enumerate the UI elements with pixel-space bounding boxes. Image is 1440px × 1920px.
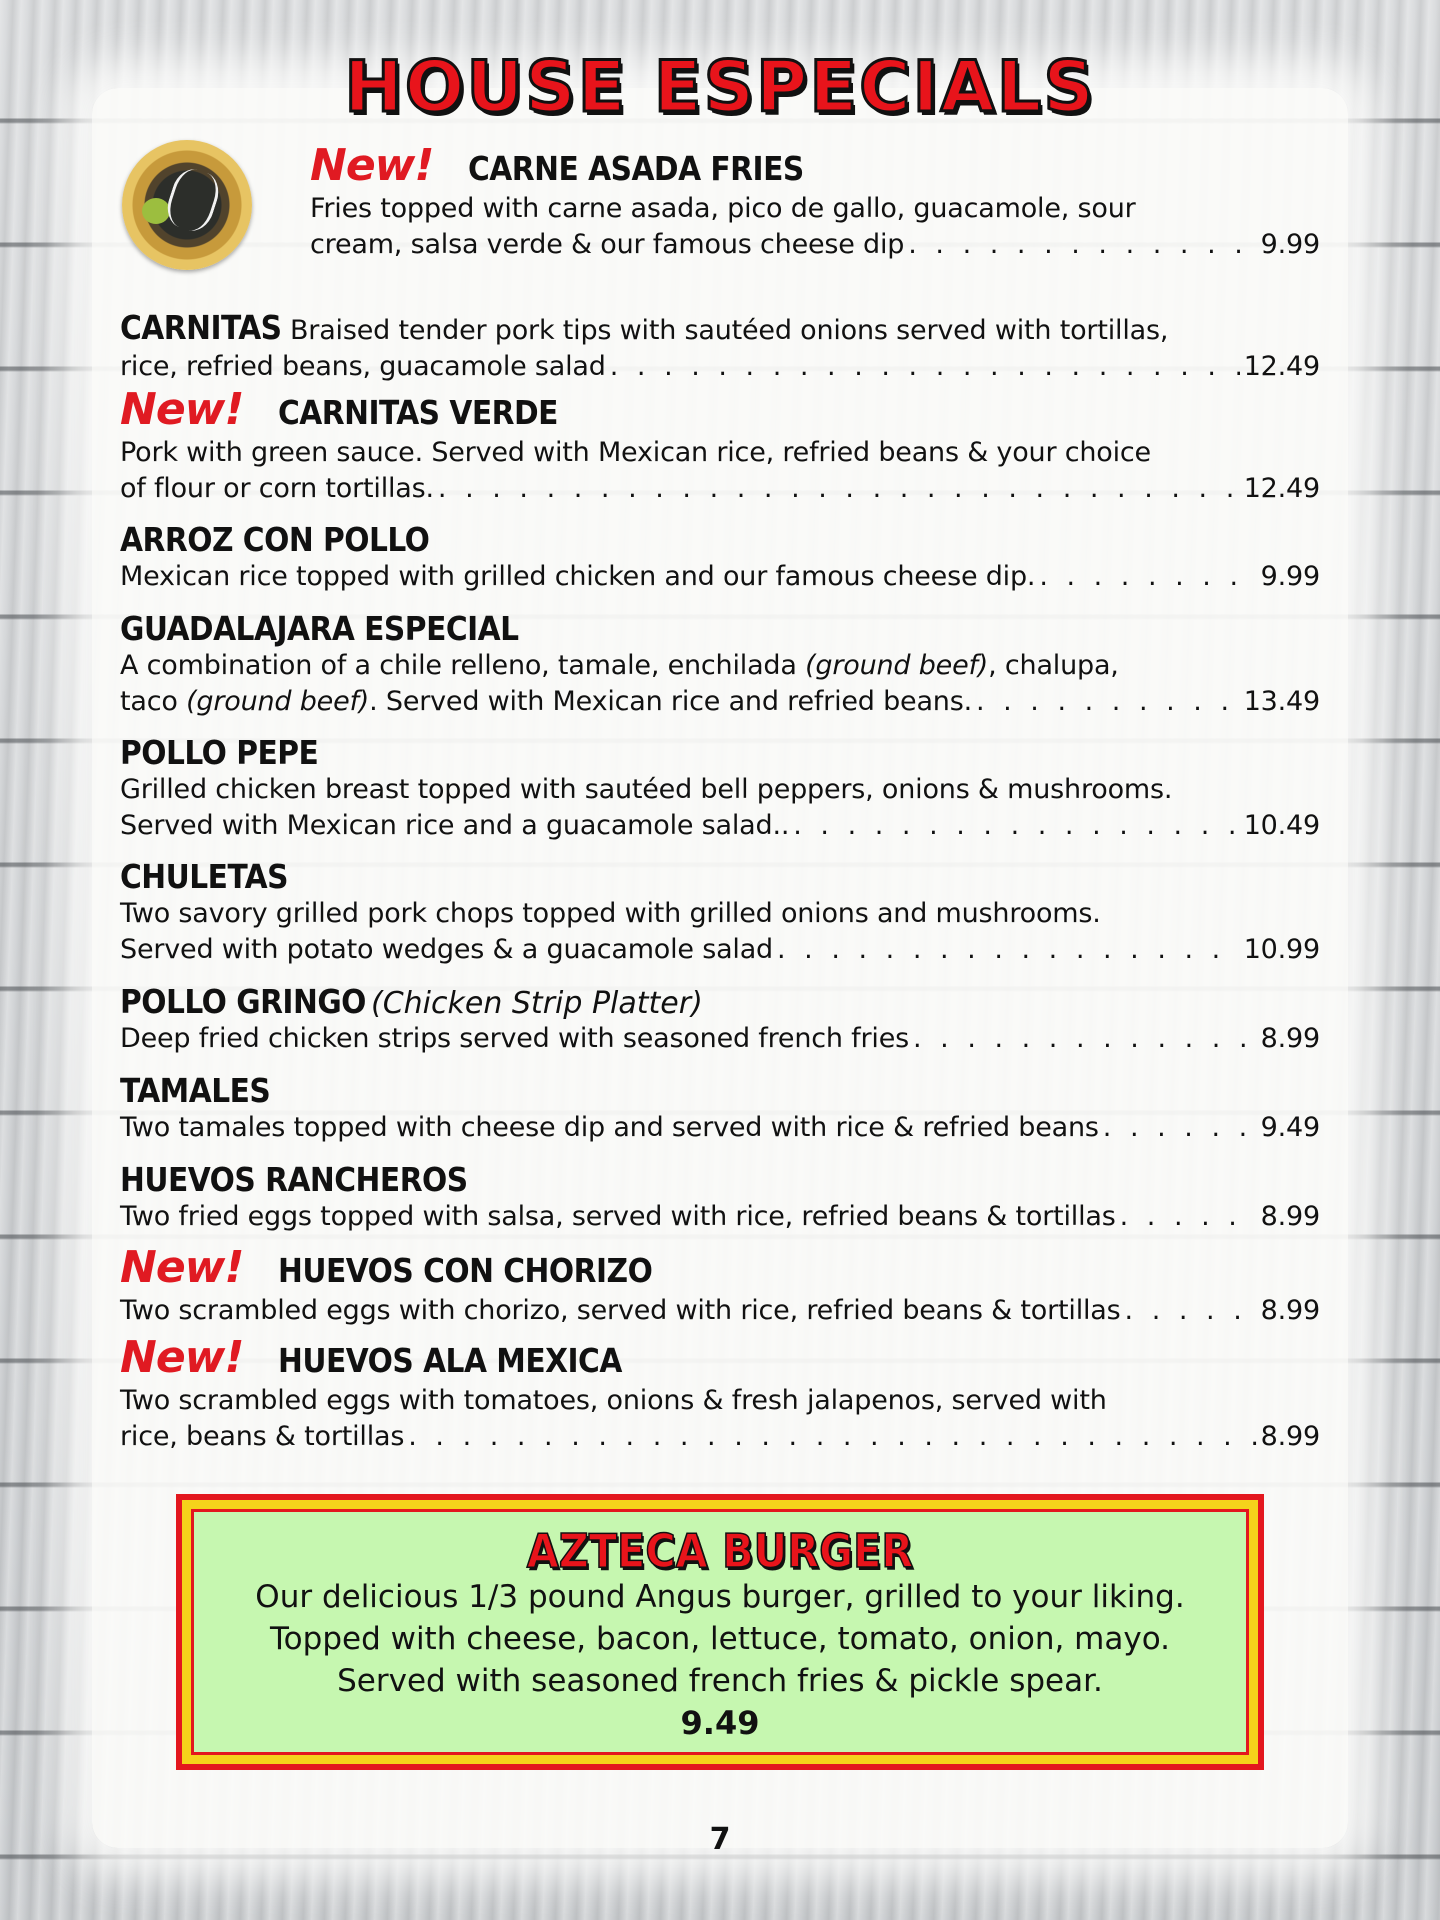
- item-description: Pork with green sauce. Served with Mexican rice, refried beans & your choice: [120, 437, 1151, 468]
- menu-item-pollo-pepe: POLLO PEPE Grilled chicken breast topped with sautéed bell peppers, onions & mushrooms. Served with Mexican rice and a guacamole salad.. . . . 10.49: [120, 733, 1320, 844]
- carne-asada-fries-photo: [122, 140, 252, 270]
- item-description: Deep fried chicken strips served with seasoned french fries: [120, 1023, 909, 1054]
- burger-description-line: Topped with cheese, bacon, lettuce, tomato, onion, mayo.: [270, 1621, 1170, 1657]
- item-name: GUADALAJARA ESPECIAL: [120, 609, 519, 648]
- item-price: 12.49: [1243, 351, 1320, 382]
- item-name: CARNITAS VERDE: [278, 393, 558, 432]
- item-name: HUEVOS ALA MEXICA: [278, 1341, 622, 1380]
- item-description: Mexican rice topped with grilled chicken and our famous cheese dip.: [120, 561, 1036, 592]
- menu-item-carnitas: CARNITAS Braised tender pork tips with sautéed onions served with tortillas, rice, refried beans, guacamole salad . . . 12.49: [120, 310, 1320, 385]
- item-price: 10.99: [1243, 934, 1320, 965]
- item-price: 9.49: [1260, 1112, 1320, 1143]
- item-name: HUEVOS CON CHORIZO: [278, 1251, 653, 1290]
- item-subtitle: (Chicken Strip Platter): [371, 986, 703, 1021]
- item-description: Two scrambled eggs with tomatoes, onions & fresh jalapenos, served with: [120, 1385, 1107, 1416]
- item-description: Two tamales topped with cheese dip and served with rice & refried beans: [120, 1112, 1099, 1143]
- menu-item-guadalajara-especial: GUADALAJARA ESPECIAL A combination of a chile relleno, tamale, enchilada (ground beef), chalupa, taco (ground beef). Served with Mexican rice and refried beans. . . . 13.49: [120, 609, 1320, 720]
- burger-description-line: Our delicious 1/3 pound Angus burger, grilled to your liking.: [255, 1579, 1185, 1615]
- item-name: ARROZ CON POLLO: [120, 520, 430, 559]
- page-number: 7: [709, 1822, 731, 1857]
- menu-item-huevos-con-chorizo: [120, 1242, 1320, 1329]
- item-price: 12.49: [1243, 473, 1320, 504]
- page-title: HOUSE ESPECIALS: [344, 46, 1096, 128]
- item-price: 8.99: [1260, 1201, 1320, 1232]
- item-price: 8.99: [1260, 1023, 1320, 1054]
- menu-item-huevos-rancheros: [120, 1160, 1320, 1235]
- menu-item-arroz-con-pollo: [120, 520, 1320, 595]
- menu-item-carnitas-verde: New! CARNITAS VERDE Pork with green sauce. Served with Mexican rice, refried beans & your choice of flour or corn tortillas. . . . 12.49: [120, 384, 1320, 507]
- new-badge: New!: [120, 1332, 244, 1383]
- item-price: 9.99: [1260, 229, 1320, 260]
- item-name: POLLO GRINGO: [120, 982, 366, 1021]
- burger-title: AZTECA BURGER: [526, 1524, 914, 1578]
- item-name: CARNE ASADA FRIES: [468, 149, 804, 188]
- azteca-burger-box: [176, 1494, 1264, 1770]
- item-name: POLLO PEPE: [120, 733, 319, 772]
- item-price: 8.99: [1260, 1295, 1320, 1326]
- item-price: 13.49: [1243, 686, 1320, 717]
- item-description: Two savory grilled pork chops topped with grilled onions and mushrooms.: [120, 898, 1101, 929]
- item-description: Two scrambled eggs with chorizo, served with rice, refried beans & tortillas: [120, 1295, 1121, 1326]
- new-badge: New!: [310, 140, 434, 191]
- menu-item-tamales: [120, 1071, 1320, 1146]
- item-name: CARNITAS: [120, 308, 282, 347]
- new-badge: New!: [120, 384, 244, 435]
- item-description: Fries topped with carne asada, pico de gallo, guacamole, sour: [310, 193, 1136, 224]
- item-description: Two fried eggs topped with salsa, served with rice, refried beans & tortillas: [120, 1201, 1116, 1232]
- item-name: TAMALES: [120, 1071, 271, 1110]
- burger-price: 9.49: [680, 1704, 760, 1742]
- menu-item-chuletas: CHULETAS Two savory grilled pork chops topped with grilled onions and mushrooms. Served with potato wedges & a guacamole salad . . . 10.99: [120, 857, 1320, 968]
- menu-item-huevos-ala-mexica: New! HUEVOS ALA MEXICA Two scrambled eggs with tomatoes, onions & fresh jalapenos, served with rice, beans & tortillas . . . 8.99: [120, 1332, 1320, 1455]
- burger-description-line: Served with seasoned french fries & pickle spear.: [337, 1663, 1103, 1699]
- menu-item-carne-asada-fries: New! CARNE ASADA FRIES Fries topped with carne asada, pico de gallo, guacamole, sour cream, salsa verde & our famous cheese dip . . . 9.99: [310, 140, 1320, 263]
- item-description: A combination of a chile relleno, tamale, enchilada (ground beef), chalupa,: [120, 650, 1119, 681]
- item-description: Braised tender pork tips with sautéed onions served with tortillas,: [289, 315, 1169, 346]
- item-price: 10.49: [1243, 810, 1320, 841]
- new-badge: New!: [120, 1242, 244, 1293]
- item-name: HUEVOS RANCHEROS: [120, 1160, 468, 1199]
- item-price: 9.99: [1260, 561, 1320, 592]
- menu-item-pollo-gringo: [120, 982, 1320, 1057]
- item-name: CHULETAS: [120, 857, 288, 896]
- item-price: 8.99: [1260, 1421, 1320, 1452]
- item-description: Grilled chicken breast topped with sautéed bell peppers, onions & mushrooms.: [120, 774, 1173, 805]
